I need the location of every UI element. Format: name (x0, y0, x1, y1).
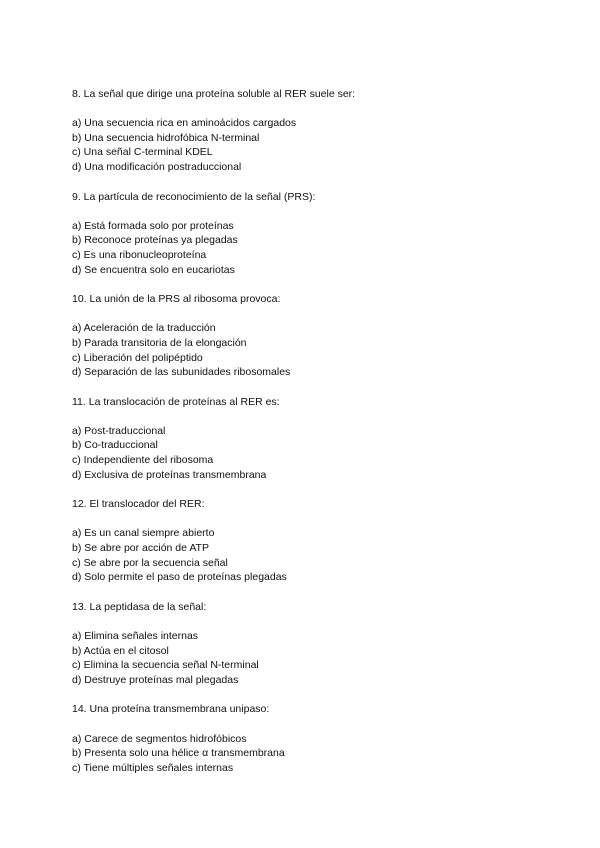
question-title: 8. La señal que dirige una proteína soluble al RER suele ser: (72, 88, 356, 100)
answer-option-b: b) Presenta solo una hélice α transmembrana (72, 747, 285, 760)
question-title: 12. El translocador del RER: (72, 498, 205, 511)
answer-option-a: a) Aceleración de la traducción (72, 322, 216, 335)
answer-option-a: a) Está formada solo por proteínas (72, 219, 234, 232)
question-title: 9. La partícula de reconocimiento de la señal (PRS): (72, 190, 316, 203)
answer-option-c: c) Elimina la secuencia señal N-terminal (72, 659, 259, 672)
answer-option-b: b) Parada transitoria de la elongación (72, 336, 247, 349)
question-8 (72, 87, 572, 175)
question-list (72, 87, 572, 790)
answer-option-a: a) Elimina señales internas (72, 630, 199, 642)
question-10 (72, 292, 572, 380)
question-title: 11. La translocación de proteínas al RER es: (72, 395, 280, 408)
answer-option-c: c) Es una ribonucleoproteína (72, 248, 207, 261)
answer-option-b: b) Una secuencia hidrofóbica N-terminal (72, 131, 260, 144)
answer-option-d: d) Destruye proteínas mal plegadas (72, 673, 239, 686)
question-11 (72, 395, 572, 483)
answer-option-a: a) Post-traduccional (72, 424, 166, 437)
answer-option-c: c) Una señal C-terminal KDEL (72, 146, 213, 159)
answer-option-a: a) Una secuencia rica en aminoácidos cargados (72, 117, 297, 130)
answer-option-d: d) Separación de las subunidades ribosomales (72, 366, 291, 379)
answer-option-c: c) Liberación del polipéptido (72, 351, 203, 364)
answer-option-c: c) Se abre por la secuencia señal (72, 556, 228, 569)
answer-option-a: a) Carece de segmentos hidrofóbicos (72, 732, 247, 745)
answer-option-d: d) Se encuentra solo en eucariotas (72, 263, 235, 276)
question-13 (72, 600, 572, 688)
answer-option-d: d) Una modificación postraduccional (72, 160, 242, 173)
question-9 (72, 190, 572, 278)
question-12 (72, 497, 572, 585)
question-title: 10. La unión de la PRS al ribosoma provoca: (72, 293, 281, 306)
question-14 (72, 702, 572, 775)
answer-option-d: d) Exclusiva de proteínas transmembrana (72, 468, 267, 481)
answer-option-c: c) Tiene múltiples señales internas (72, 761, 234, 774)
answer-option-a: a) Es un canal siempre abierto (72, 527, 215, 540)
answer-option-b: b) Actúa en el citosol (72, 644, 169, 657)
answer-option-b: b) Reconoce proteínas ya plegadas (72, 234, 238, 247)
answer-option-c: c) Independiente del ribosoma (72, 454, 214, 467)
question-title: 14. Una proteína transmembrana unipaso: (72, 703, 270, 716)
answer-option-b: b) Se abre por acción de ATP (72, 542, 209, 555)
question-title: 13. La peptidasa de la señal: (72, 600, 207, 613)
answer-option-d: d) Solo permite el paso de proteínas plegadas (72, 571, 287, 584)
answer-option-b: b) Co-traduccional (72, 439, 158, 452)
